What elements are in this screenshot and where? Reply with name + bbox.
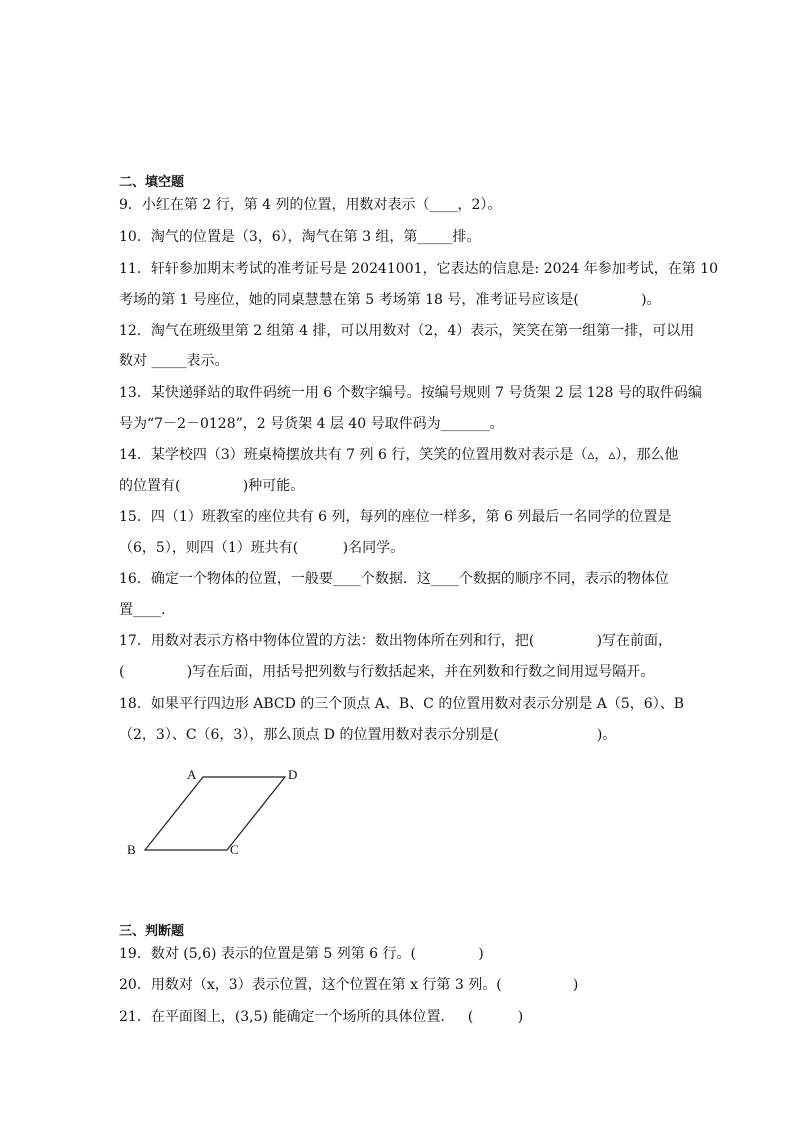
question-21: 21．在平面图上，(3,5) 能确定一个场所的具体位置． ( ) (119, 1009, 524, 1025)
question-18: 18．如果平行四边形 ABCD 的三个顶点 A、B、C 的位置用数对表示分别是 A（5，6）、B (119, 696, 684, 712)
question-9: 9．小红在第 2 行，第 4 列的位置，用数对表示（____，2）。 (119, 197, 502, 213)
question-17-continued: ( )写在后面，用括号把列数与行数括起来，并在列数和行数之间用逗号隔开。 (119, 664, 655, 680)
vertex-label-c: C (230, 842, 239, 857)
question-18-continued: （2，3）、C（6，3），那么顶点 D 的位置用数对表示分别是( )。 (119, 727, 617, 743)
question-13-continued: 号为“7－2－0128”，2 号货架 4 层 40 号取件码为_______。 (119, 416, 504, 432)
question-14: 14．某学校四（3）班桌椅摆放共有 7 列 6 行，笑笑的位置用数对表示是（▵，▵），那么他 (119, 447, 679, 463)
question-17: 17．用数对表示方格中物体位置的方法：数出物体所在列和行，把( )写在前面， (119, 633, 673, 649)
question-15: 15．四（1）班教室的座位共有 6 列，每列的座位一样多，第 6 列最后一名同学的位置是 (119, 509, 672, 525)
parallelogram-figure (118, 760, 318, 860)
question-14-continued: 的位置有( )种可能。 (119, 478, 305, 494)
question-11: 11．轩轩参加期末考试的准考证号是 20241001，它表达的信息是: 2024 年参加考试，在第 10 (119, 261, 719, 277)
question-16-continued: 置____. (119, 602, 166, 618)
vertex-label-b: B (127, 842, 136, 857)
question-20: 20．用数对（x，3）表示位置，这个位置在第 x 行第 3 列。( ) (119, 977, 579, 993)
question-13: 13．某快递驿站的取件码统一用 6 个数字编号。按编号规则 7 号货架 2 层 128 号的取件码编 (119, 385, 702, 401)
question-12: 12．淘气在班级里第 2 组第 4 排，可以用数对（2，4）表示，笑笑在第一组第一排，可以用 (119, 323, 695, 339)
question-12-continued: 数对 _____表示。 (119, 353, 229, 369)
vertex-label-a: A (187, 767, 197, 782)
parallelogram-shape (145, 777, 285, 850)
question-10: 10．淘气的位置是（3，6），淘气在第 3 组，第_____排。 (119, 229, 481, 245)
question-19: 19．数对 (5,6) 表示的位置是第 5 列第 6 行。( ) (119, 946, 484, 962)
section-title-fill-blank: 二、填空题 (119, 175, 185, 190)
question-15-continued: （6，5），则四（1）班共有( )名同学。 (119, 540, 405, 556)
question-16: 16．确定一个物体的位置，一般要____个数据．这____个数据的顺序不同，表示的物体位 (119, 571, 669, 587)
question-11-continued: 考场的第 1 号座位，她的同桌慧慧在第 5 考场第 18 号，准考证号应该是( )。 (119, 292, 661, 308)
section-title-judge: 三、判断题 (119, 924, 185, 939)
vertex-label-d: D (288, 767, 298, 782)
